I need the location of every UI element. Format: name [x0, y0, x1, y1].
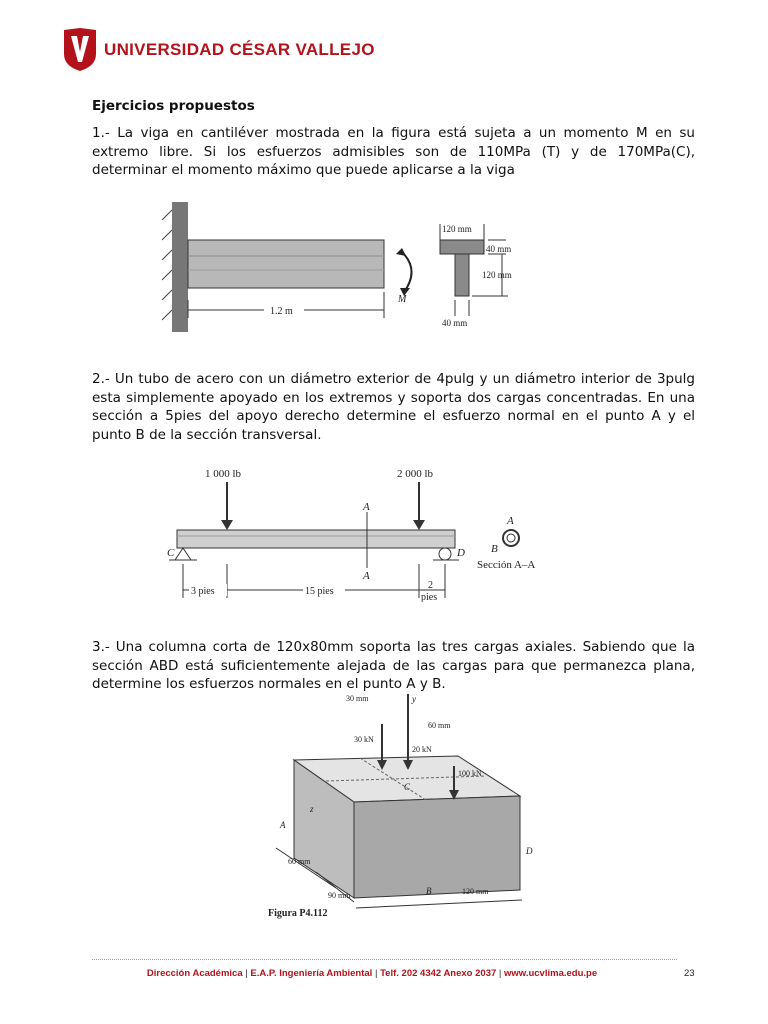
point-b-label: B — [491, 543, 498, 555]
exercise-1-text: 1.- La viga en cantiléver mostrada en la figura está sujeta a un momento M en su extremo libre. Si los esfuerzos admisibles son de 110MPa (T) y de 170MPa(C), determinar el momento máximo que puede aplicarse a la viga — [92, 125, 695, 178]
t-section-flange — [440, 240, 484, 254]
section-title: Ejercicios propuestos — [92, 98, 255, 114]
institution-name: UNIVERSIDAD CÉSAR VALLEJO — [104, 40, 375, 59]
load-20-kn: 20 kN — [412, 745, 432, 754]
section-mark-bottom: A — [363, 570, 370, 582]
exercise-2-text: 2.- Un tubo de acero con un diámetro exterior de 4pulg y un diámetro interior de 3pulg esta simplemente apoyado en los extremos y soporta dos cargas concentradas. En una sección a 5pies del apoyo derecho determine el esfuerzo normal en el punto A y el punto B de la sección transversal. — [92, 371, 695, 443]
load-right-label: 2 000 lb — [397, 468, 434, 480]
flange-thickness-label: 40 mm — [486, 244, 512, 254]
footer-separator: | — [374, 968, 381, 979]
axis-z-label: z — [310, 804, 314, 814]
dim-bottom-90: 90 mm — [328, 891, 351, 900]
dim-2-unit: pies — [421, 592, 438, 602]
dim-bottom-120: 120 mm — [462, 887, 489, 896]
section-a-a-label: Sección A–A — [477, 559, 536, 571]
block-side-face — [354, 796, 520, 898]
point-b-label-3: B — [426, 886, 432, 896]
figure-caption: Figura P4.112 — [268, 908, 328, 919]
axis-y-label: y — [412, 694, 416, 704]
dim-30-mm: 30 mm — [346, 694, 369, 703]
point-a-label: A — [507, 515, 514, 527]
web-height-label: 120 mm — [482, 270, 512, 280]
tube-section-inner — [507, 534, 515, 542]
footer-phone: Telf. 202 4342 Anexo 2037 — [380, 968, 497, 979]
support-c-label: C — [167, 547, 175, 559]
load-30-kn: 30 kN — [354, 735, 374, 744]
figure-short-column — [266, 694, 552, 930]
support-d-roller — [439, 548, 451, 560]
point-a-label-3: A — [280, 820, 286, 830]
page-number: 23 — [684, 968, 695, 979]
footer-direction: Dirección Académica — [146, 968, 243, 979]
support-d-label: D — [457, 547, 465, 559]
beam — [188, 240, 384, 288]
t-section-web — [455, 254, 469, 296]
figure-cantilever-beam — [152, 200, 532, 335]
footer-separator: | — [498, 968, 505, 979]
support-c-pin — [175, 548, 191, 560]
footer-divider — [92, 959, 677, 960]
figure-simply-supported-tube — [165, 460, 555, 602]
university-logo-icon — [62, 26, 98, 72]
footer-separator: | — [245, 968, 251, 979]
dim-bottom-60: 60 mm — [288, 857, 311, 866]
web-width-label: 40 mm — [442, 318, 468, 328]
footer-school: E.A.P. Ingeniería Ambiental — [250, 968, 373, 979]
moment-arrow — [402, 252, 412, 292]
moment-label: M — [398, 294, 407, 305]
point-c-label: C — [404, 782, 411, 792]
load-left-label: 1 000 lb — [205, 468, 242, 480]
dim-3-pies: 3 pies — [191, 586, 215, 597]
dim-15-pies: 15 pies — [305, 586, 334, 597]
exercise-3-text: 3.- Una columna corta de 120x80mm soporta las tres cargas axiales. Sabiendo que la sección ABD está suficientemente alejada de las cargas para que permanezca plana, determine los esfuerzos normales en el punto A y B. — [92, 639, 695, 692]
flange-width-label: 120 mm — [442, 224, 472, 234]
footer — [92, 968, 652, 979]
fixed-wall — [172, 202, 188, 332]
dim-60-mm: 60 mm — [428, 721, 451, 730]
section-mark-top: A — [363, 501, 370, 513]
footer-website[interactable]: www.ucvlima.edu.pe — [504, 968, 598, 979]
beam-length-label: 1.2 m — [270, 306, 293, 317]
point-d-label: D — [526, 846, 533, 856]
dim-2-num: 2 — [428, 580, 433, 591]
steel-tube — [177, 530, 455, 548]
load-100-kn: 100 kN — [458, 769, 482, 778]
